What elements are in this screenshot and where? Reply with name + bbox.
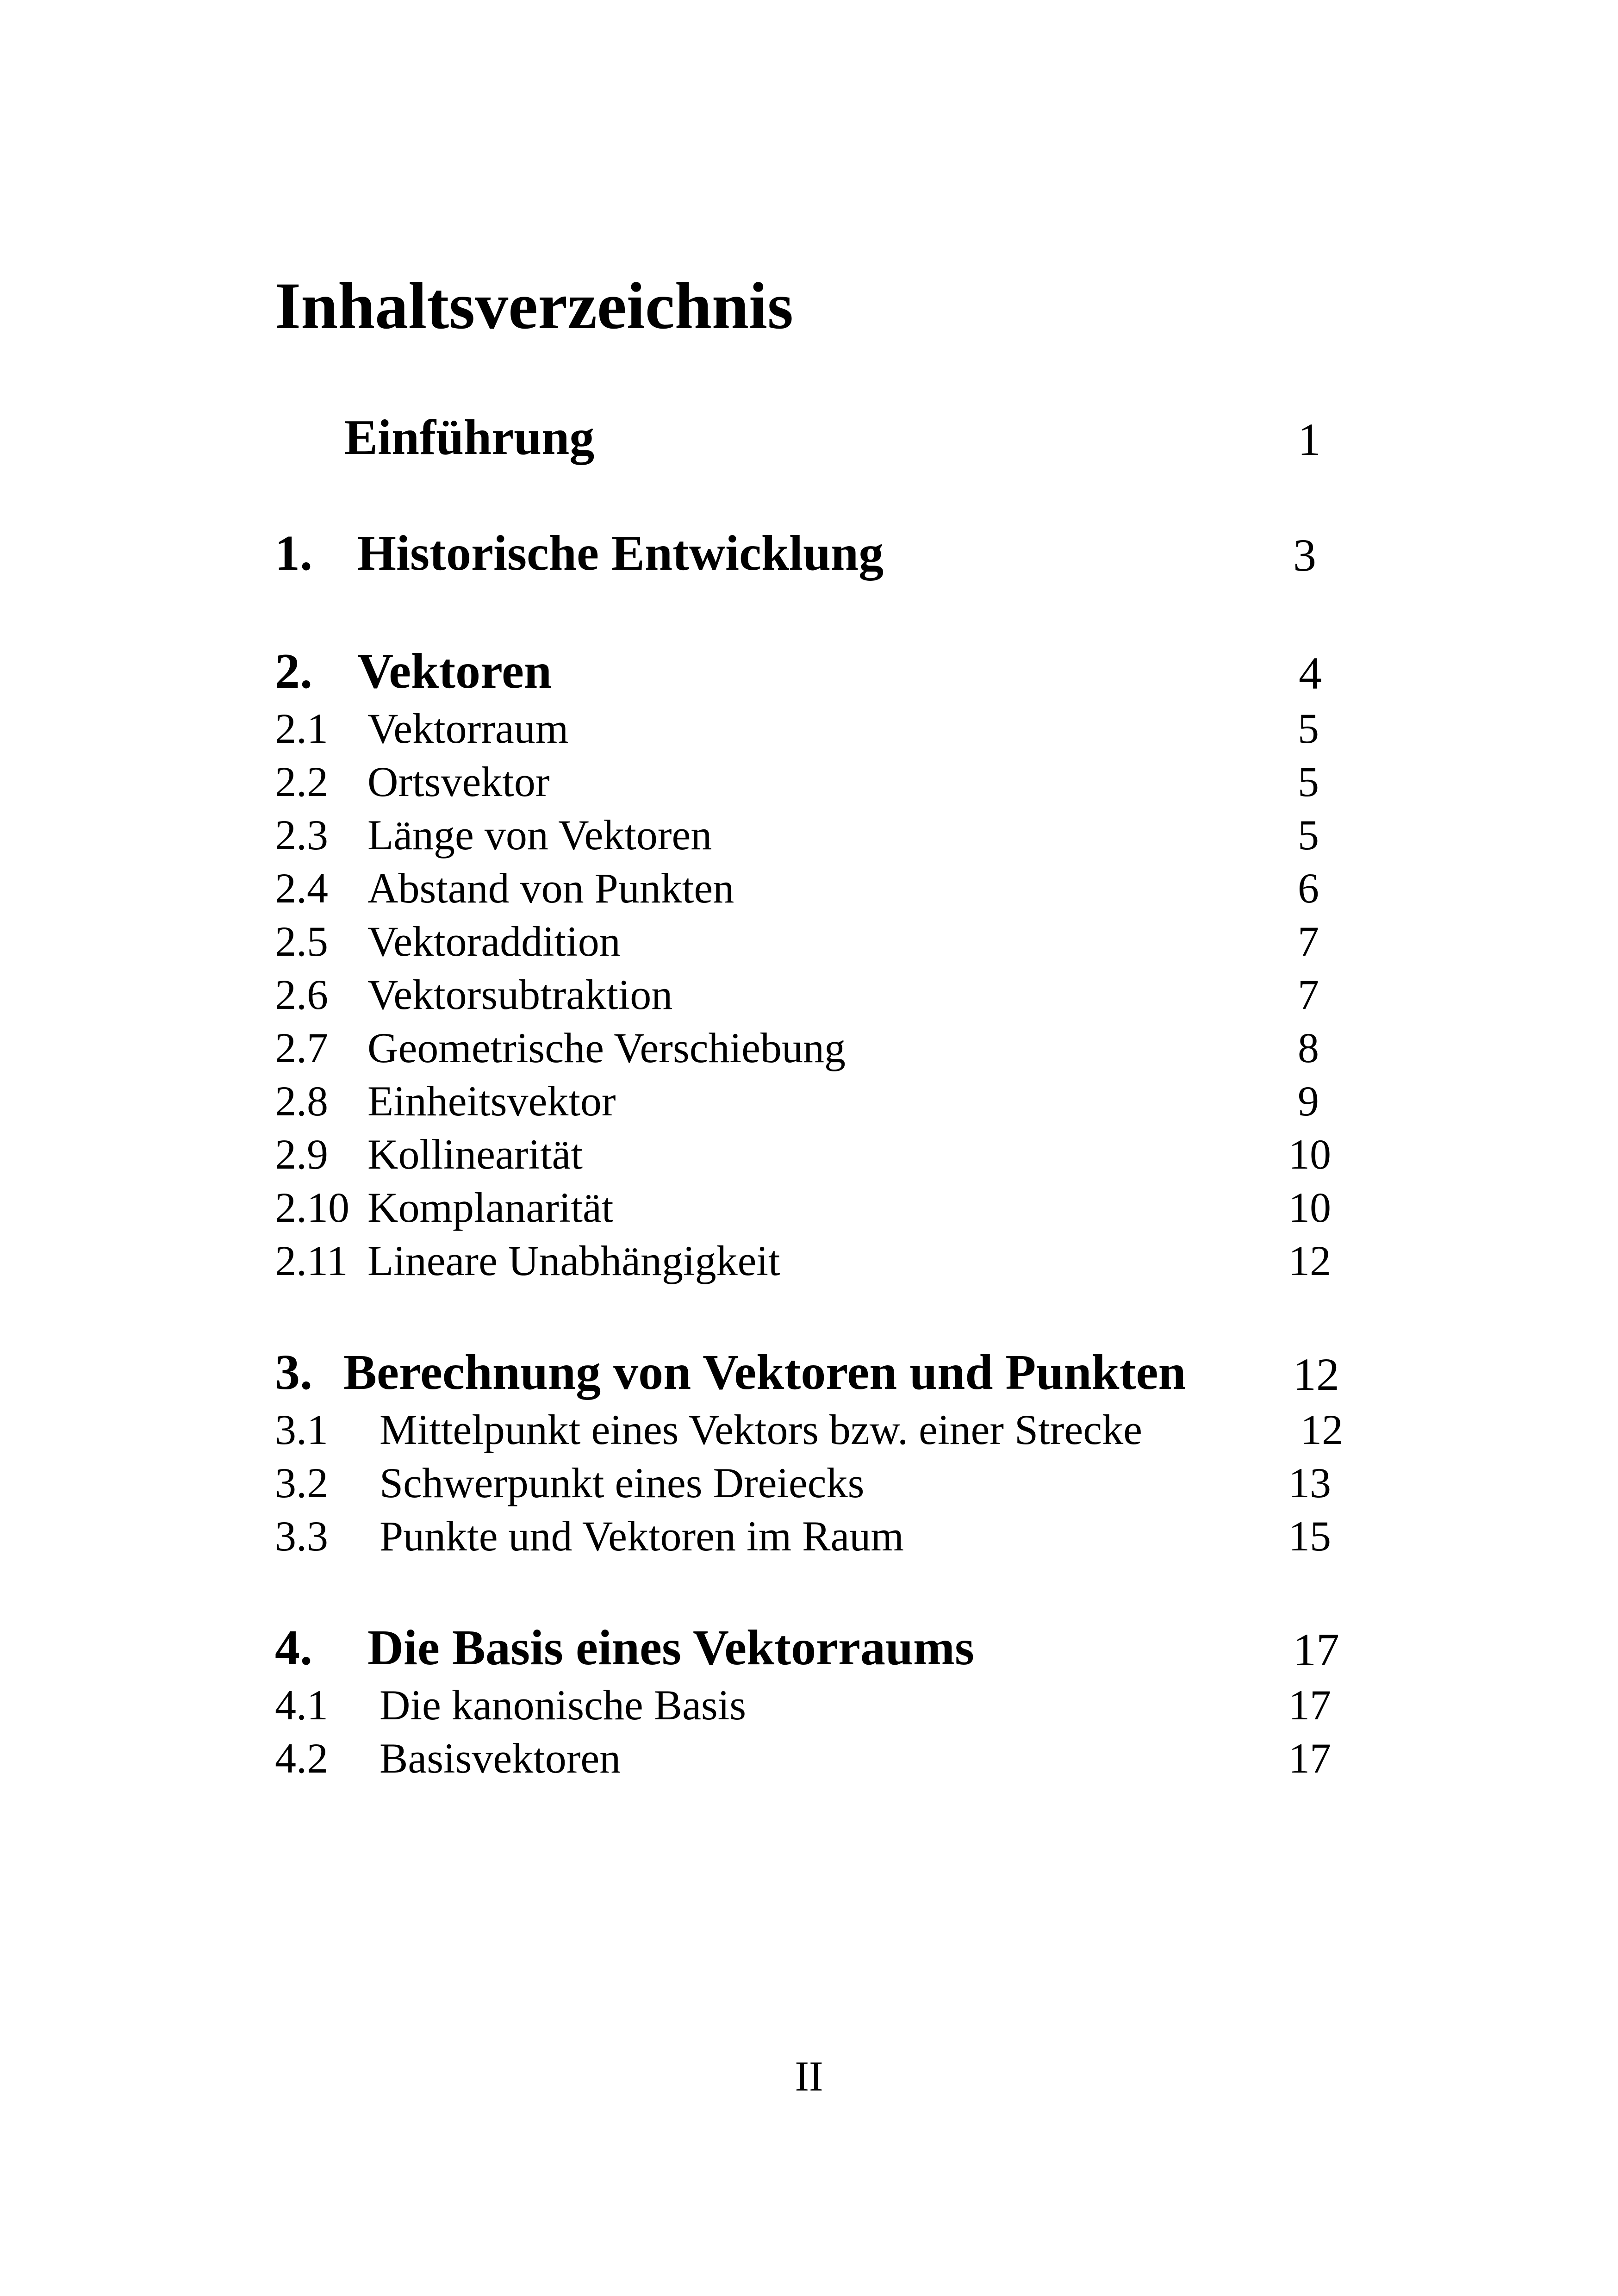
toc-subsection-label: Geometrische Verschiebung [367,1024,846,1071]
toc-subsection-number: 2.8 [275,1077,328,1125]
toc-subsection-2-8[interactable] [275,1071,1353,1125]
toc-subsection-number: 2.10 [275,1184,349,1231]
toc-entry-label: Einführung [344,410,595,465]
toc-subsection-2-4[interactable] [275,859,1353,912]
toc-subsection-number: 2.3 [275,811,328,859]
toc-subsection-page: 5 [1298,758,1319,805]
toc-subsection-label: Basisvektoren [380,1735,621,1782]
toc-subsection-page: 12 [1288,1237,1331,1284]
toc-subsection-number: 2.5 [275,918,328,965]
toc-subsection-number: 2.1 [275,705,328,752]
toc-subsection-number: 3.3 [275,1512,328,1560]
toc-section-4[interactable] [275,1622,1353,1673]
toc-subsection-number: 2.7 [275,1024,328,1071]
toc-subsection-page: 10 [1288,1184,1331,1231]
page-title: Inhaltsverzeichnis [275,269,794,343]
toc-subsection-number: 2.4 [275,865,328,912]
toc-section-label: Vektoren [357,644,552,699]
toc-section-number: 3. [275,1345,312,1400]
toc-subsection-4-2[interactable] [275,1729,1353,1780]
toc-subsection-label: Mittelpunkt eines Vektors bzw. einer Strecke [380,1406,1142,1453]
toc-subsection-number: 2.2 [275,758,328,805]
toc-subsection-label: Länge von Vektoren [367,811,712,859]
toc-subsection-number: 4.2 [275,1735,328,1782]
toc-subsection-label: Vektorraum [367,705,569,752]
toc-subsection-label: Vektorsubtraktion [367,971,673,1018]
toc-subsection-page: 7 [1298,918,1319,965]
toc-subsection-4-1[interactable] [275,1675,1353,1729]
toc-section-label: Historische Entwicklung [357,526,884,581]
toc-subsection-2-1[interactable] [275,699,1353,750]
toc-subsection-2-7[interactable] [275,1018,1353,1069]
toc-subsection-label: Abstand von Punkten [367,865,734,912]
toc-subsection-label: Die kanonische Basis [380,1681,747,1729]
toc-section-number: 1. [275,526,312,581]
toc-subsection-3-1[interactable] [275,1400,1353,1451]
toc-subsection-2-3[interactable] [275,805,1353,859]
toc-section-2[interactable] [275,646,1353,697]
toc-section-page: 12 [1293,1349,1339,1400]
toc-subsection-label: Schwerpunkt eines Dreiecks [380,1459,865,1506]
toc-subsection-number: 2.9 [275,1131,328,1178]
toc-subsection-label: Lineare Unabhängigkeit [367,1237,780,1284]
toc-subsection-page: 10 [1288,1131,1331,1178]
toc-subsection-page: 7 [1298,971,1319,1018]
toc-entry-page: 1 [1298,414,1321,465]
toc-subsection-page: 5 [1298,811,1319,859]
toc-section-number: 4. [275,1620,312,1675]
toc-subsection-2-10[interactable] [275,1178,1353,1229]
toc-subsection-page: 12 [1301,1406,1343,1453]
toc-subsection-3-3[interactable] [275,1506,1353,1560]
toc-section-page: 4 [1299,647,1322,699]
toc-subsection-page: 8 [1298,1024,1319,1071]
toc-subsection-label: Komplanarität [367,1184,614,1231]
toc-entry-intro[interactable] [275,412,1353,463]
toc-section-1[interactable] [275,528,1353,579]
toc-subsection-2-11[interactable] [275,1231,1353,1282]
toc-subsection-number: 4.1 [275,1681,328,1729]
toc-subsection-page: 17 [1288,1681,1331,1729]
toc-section-number: 2. [275,644,312,699]
toc-subsection-label: Einheitsvektor [367,1077,616,1125]
toc-subsection-label: Punkte und Vektoren im Raum [380,1512,904,1560]
toc-subsection-2-9[interactable] [275,1125,1353,1176]
page-number: II [795,2053,823,2100]
toc-section-label: Die Basis eines Vektorraums [367,1620,975,1675]
toc-subsection-page: 5 [1298,705,1319,752]
toc-subsection-number: 2.6 [275,971,328,1018]
toc-subsection-2-6[interactable] [275,965,1353,1016]
toc-subsection-number: 3.2 [275,1459,328,1506]
toc-subsection-label: Ortsvektor [367,758,550,805]
toc-subsection-page: 9 [1298,1077,1319,1125]
toc-subsection-2-2[interactable] [275,752,1353,803]
toc-subsection-number: 3.1 [275,1406,328,1453]
toc-subsection-number: 2.11 [275,1237,348,1284]
toc-subsection-3-2[interactable] [275,1453,1353,1504]
toc-subsection-page: 13 [1288,1459,1331,1506]
toc-subsection-label: Kollinearität [367,1131,583,1178]
toc-section-3[interactable] [275,1347,1353,1398]
toc-section-page: 3 [1293,529,1316,581]
toc-subsection-label: Vektoraddition [367,918,621,965]
toc-section-page: 17 [1293,1624,1339,1675]
toc-section-label: Berechnung von Vektoren und Punkten [343,1345,1186,1400]
toc-subsection-page: 6 [1298,865,1319,912]
toc-subsection-page: 17 [1288,1735,1331,1782]
toc-subsection-page: 15 [1288,1512,1331,1560]
toc-subsection-2-5[interactable] [275,912,1353,963]
